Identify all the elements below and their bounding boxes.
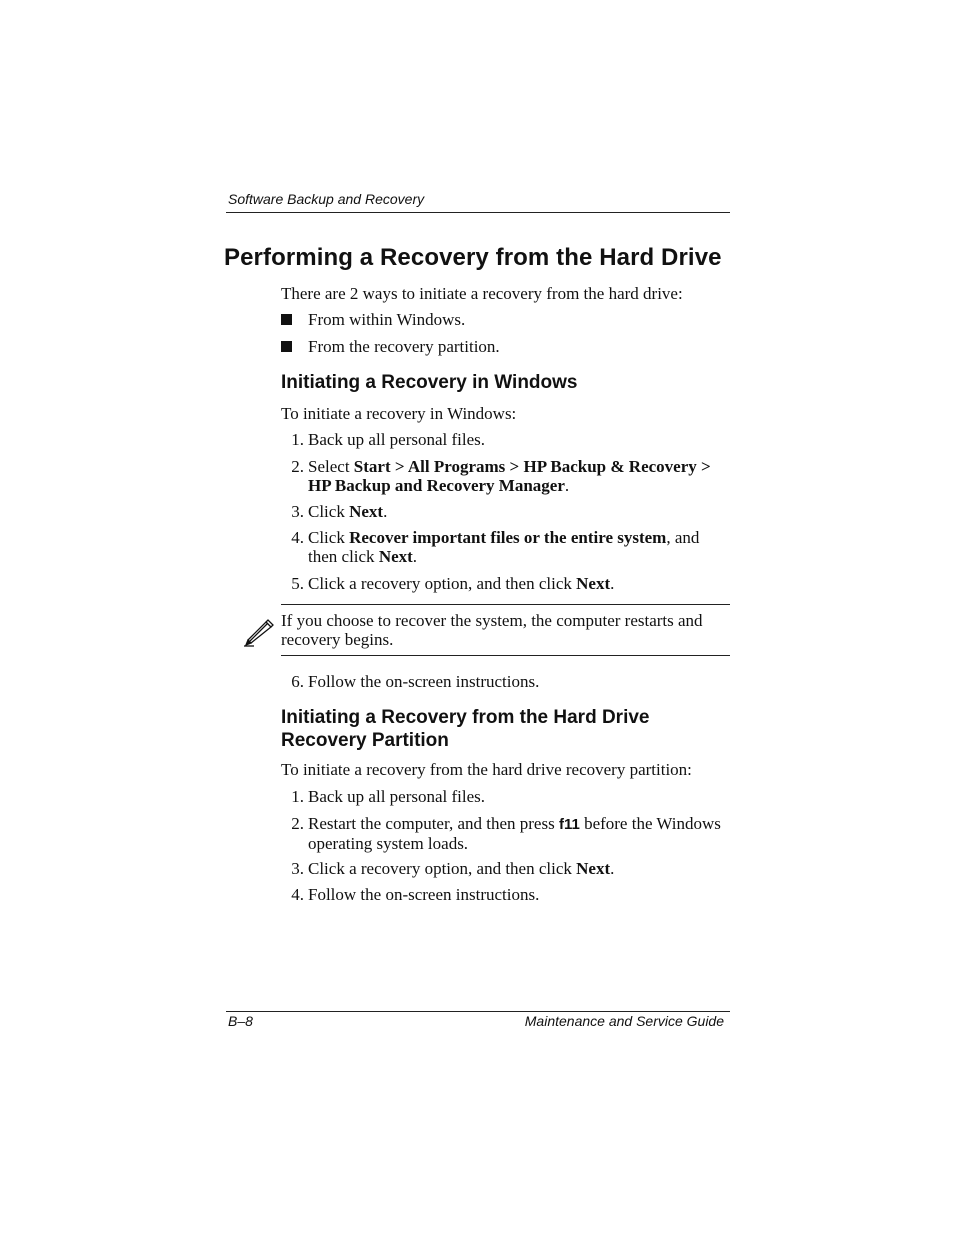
step-number: 3. (291, 502, 304, 521)
section-lead: To initiate a recovery from the hard drive recovery partition: (281, 760, 692, 779)
section-lead: To initiate a recovery in Windows: (281, 404, 517, 423)
page-title: Performing a Recovery from the Hard Drive (224, 244, 722, 271)
bullet-item: From the recovery partition. (308, 337, 500, 356)
bullet-item: From within Windows. (308, 310, 466, 329)
step-text (308, 528, 738, 566)
bullet-marker (281, 341, 292, 352)
heading-line: Recovery Partition (281, 730, 449, 751)
pencil-note-icon (240, 612, 276, 648)
button-name: Next (576, 859, 611, 878)
option-name: Recover important files or the entire system (349, 528, 667, 547)
step-text (308, 859, 614, 878)
step-text-plain: Click a recovery option, and then click (308, 574, 577, 593)
step-text (308, 814, 738, 853)
section-heading-windows: Initiating a Recovery in Windows (281, 372, 578, 393)
header-rule (226, 212, 730, 213)
step-text: Back up all personal files. (308, 787, 486, 806)
step-number: 1. (291, 430, 304, 449)
note-text (281, 611, 703, 649)
note-top-rule (281, 604, 730, 605)
bullet-marker (281, 314, 292, 325)
menu-path-app: HP Backup and Recovery Manager (308, 476, 565, 495)
running-header: Software Backup and Recovery (228, 191, 425, 207)
heading-line: Initiating a Recovery from the Hard Drive (281, 707, 650, 728)
step-number: 3. (291, 859, 304, 878)
step-number: 4. (291, 885, 304, 904)
step-text-plain: . (412, 547, 418, 566)
step-text-plain: operating system loads. (308, 834, 469, 853)
step-number: 2. (291, 457, 304, 476)
button-name: Next (576, 574, 611, 593)
step-text (308, 502, 387, 521)
note-bottom-rule (281, 655, 730, 656)
step-number: 1. (291, 787, 304, 806)
step-text-plain: . (383, 502, 388, 521)
guide-title: Maintenance and Service Guide (524, 1013, 724, 1029)
step-number: 5. (291, 574, 304, 593)
step-text-plain: . (564, 476, 570, 495)
step-text-plain: Click (308, 502, 350, 521)
step-number: 2. (291, 814, 304, 833)
step-text-plain: . (610, 574, 615, 593)
menu-path: Start > All Programs > HP Backup & Recovery > (353, 457, 711, 476)
intro-paragraph: There are 2 ways to initiate a recovery from the hard drive: (281, 284, 683, 303)
button-name: Next (378, 547, 413, 566)
footer-rule (226, 1011, 730, 1012)
step-text (308, 457, 738, 495)
section-heading-partition (281, 706, 650, 752)
step-text-plain: . (610, 859, 615, 878)
page-number: B–8 (228, 1013, 253, 1029)
step-text: Back up all personal files. (308, 430, 486, 449)
step-text: Follow the on-screen instructions. (308, 885, 540, 904)
note-line: recovery begins. (281, 630, 394, 649)
key-label: f11 (558, 816, 580, 833)
step-text-plain: Select (308, 457, 354, 476)
step-text-plain: before the Windows (579, 814, 721, 833)
step-text (308, 574, 614, 593)
step-text-plain: Restart the computer, and then press (308, 814, 559, 833)
step-text: Follow the on-screen instructions. (308, 672, 540, 691)
note-line: If you choose to recover the system, the computer restarts and (281, 611, 703, 630)
step-text-plain: Click a recovery option, and then click (308, 859, 577, 878)
button-name: Next (349, 502, 384, 521)
step-text-plain: Click (308, 528, 350, 547)
step-number: 4. (291, 528, 304, 547)
step-number: 6. (291, 672, 304, 691)
step-text-plain: , and (666, 528, 700, 547)
step-text-plain: then click (308, 547, 379, 566)
